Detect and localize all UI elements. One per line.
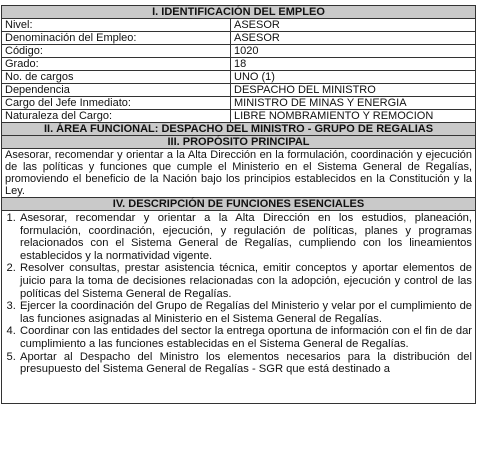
field-row-jefe <box>2 97 476 110</box>
field-label: Denominación del Empleo: <box>2 32 231 45</box>
field-label: Código: <box>2 45 231 58</box>
functions-row <box>2 211 476 404</box>
section-4-header-row <box>2 198 476 211</box>
section-3-title: III. PROPÓSITO PRINCIPAL <box>2 136 476 149</box>
field-value: 18 <box>231 58 476 71</box>
purpose-row <box>2 149 476 198</box>
field-label: Grado: <box>2 58 231 71</box>
field-label: Cargo del Jefe Inmediato: <box>2 97 231 110</box>
field-value: UNO (1) <box>231 71 476 84</box>
field-label: Nivel: <box>2 19 231 32</box>
function-item: 2. Resolver consultas, prestar asistencia técnica, emitir conceptos y aportar elementos de juicio para la toma de decisiones relacionadas con la adopción, ejecución y control de las políticas del Sistema General de Regalías. <box>19 262 472 300</box>
field-row-naturaleza <box>2 110 476 123</box>
field-row-nivel <box>2 19 476 32</box>
field-value: 1020 <box>231 45 476 58</box>
section-2-header-row <box>2 123 476 136</box>
functions-list <box>2 211 475 376</box>
field-value: MINISTRO DE MINAS Y ENERGIA <box>231 97 476 110</box>
function-item: 1. Asesorar, recomendar y orientar a la Alta Dirección en los estudios, planeación, formulación, coordinación, ejecución, y regulación de políticas, planes y programas relacionados con el Sistema General de Regalías, cumpliendo con los lineamientos establecidos y la normatividad vigente. <box>19 212 472 262</box>
function-item: 4. Coordinar con las entidades del sector la entrega oportuna de información con el fin de dar cumplimiento a las funciones establecidas en el Sistema General de Regalías. <box>19 325 472 350</box>
section-1-title: I. IDENTIFICACIÓN DEL EMPLEO <box>2 6 476 19</box>
field-label: Naturaleza del Cargo: <box>2 110 231 123</box>
field-row-grado <box>2 58 476 71</box>
purpose-text: Asesorar, recomendar y orientar a la Alta Dirección en la formulación, coordinación y ejecución de las políticas y funciones que cumple el Ministerio en el Sistema General de Regalías, promoviendo el beneficio de la Nación bajo los principios establecidos en la Constitución y la Ley. <box>2 149 476 198</box>
field-row-cargos <box>2 71 476 84</box>
field-value: ASESOR <box>231 32 476 45</box>
field-row-dependencia <box>2 84 476 97</box>
function-item: 5. Aportar al Despacho del Ministro los elementos necesarios para la distribución del presupuesto del Sistema General de Regalías - SGR que está destinado a <box>19 351 472 376</box>
functions-clip <box>2 211 475 403</box>
section-3-header-row <box>2 136 476 149</box>
field-row-codigo <box>2 45 476 58</box>
field-row-denominacion <box>2 32 476 45</box>
function-item: 3. Ejercer la coordinación del Grupo de Regalías del Ministerio y velar por el cumplimiento de las funciones asignadas al Ministerio en el Sistema General de Regalías. <box>19 300 472 325</box>
section-2-title: II. ÁREA FUNCIONAL: DESPACHO DEL MINISTRO - GRUPO DE REGALIAS <box>2 123 476 136</box>
field-value: LIBRE NOMBRAMIENTO Y REMOCION <box>231 110 476 123</box>
job-profile-table <box>1 5 476 404</box>
functions-cell <box>2 211 476 404</box>
field-value: DESPACHO DEL MINISTRO <box>231 84 476 97</box>
field-value: ASESOR <box>231 19 476 32</box>
section-1-header-row <box>2 6 476 19</box>
field-label: Dependencia <box>2 84 231 97</box>
field-label: No. de cargos <box>2 71 231 84</box>
section-4-title: IV. DESCRIPCIÓN DE FUNCIONES ESENCIALES <box>2 198 476 211</box>
